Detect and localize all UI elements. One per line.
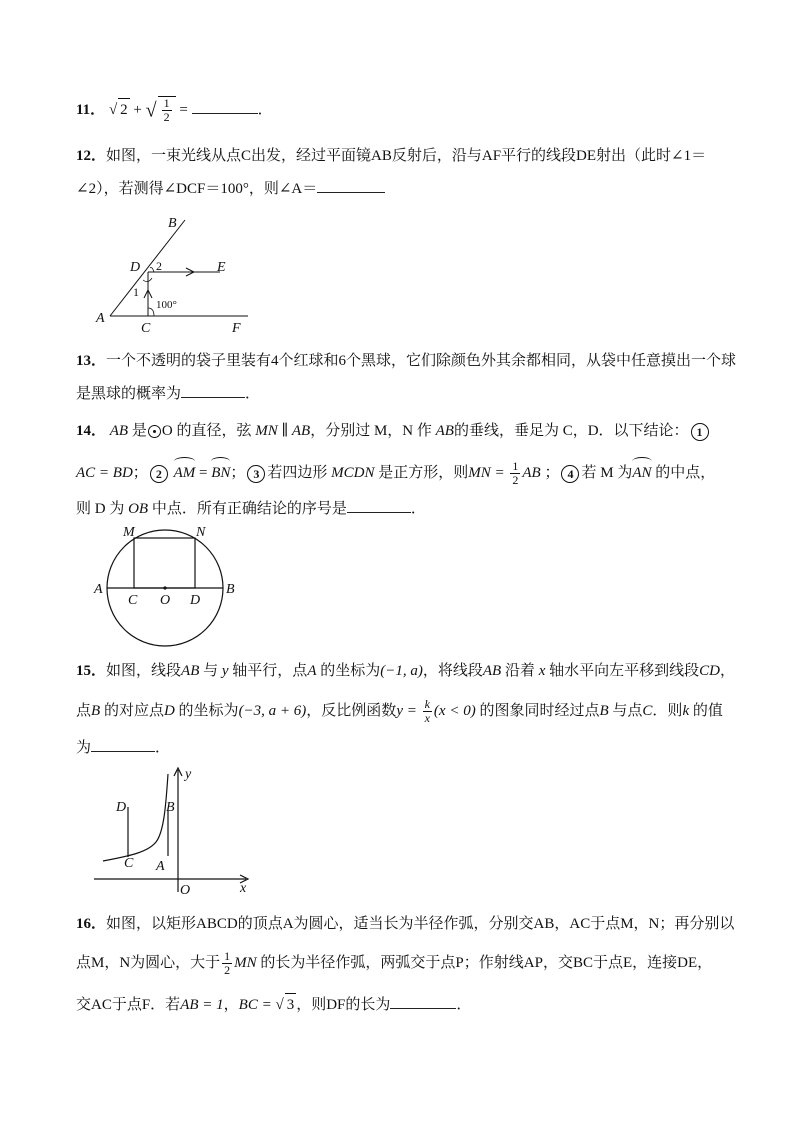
question-text: 的坐标为: [316, 663, 381, 679]
circle-dot-symbol: [148, 425, 161, 438]
math-AB: AB: [181, 663, 200, 679]
question-text: 的值: [689, 702, 723, 719]
question-text: 则 D 为: [76, 501, 129, 517]
question-text: 轴平行，点: [228, 663, 308, 679]
math-AB: AB: [109, 423, 129, 439]
label-D: D: [116, 800, 127, 815]
question-11: [76, 96, 273, 124]
question-text: 的对应点: [100, 702, 164, 719]
answer-blank: [390, 992, 456, 1009]
label-A: A: [156, 859, 165, 874]
figure-mirror-reflection: [90, 210, 260, 335]
label-B: B: [226, 582, 235, 597]
question-text: 轴水平向左平移到线段: [545, 663, 700, 679]
period: ．: [155, 740, 171, 756]
math-BC-eq: BC =: [238, 997, 276, 1013]
arc-BN: BN: [211, 459, 230, 484]
label-N: N: [196, 525, 206, 540]
math-AB: AB: [435, 423, 454, 439]
question-15-line-2: [76, 698, 723, 725]
label-y: y: [185, 767, 192, 782]
radicand: 2: [118, 98, 130, 121]
numerator: 1: [163, 96, 170, 110]
label-B: B: [166, 800, 175, 815]
arc-AM: AM: [174, 459, 196, 484]
label-B: B: [168, 216, 177, 231]
question-text: ，分别过 M，N 作: [310, 423, 432, 439]
question-15-line-3: [76, 735, 170, 759]
question-14-line-1: [76, 420, 711, 442]
question-text: ，: [223, 997, 239, 1013]
question-12-line-1: [76, 145, 706, 167]
label-D: D: [130, 260, 141, 275]
denominator: 2: [224, 963, 231, 977]
question-text: ，则DF的长为: [296, 997, 391, 1013]
answer-blank: [192, 97, 258, 114]
question-number: 13．: [76, 353, 107, 369]
label-C: C: [128, 593, 138, 608]
numerator: 1: [512, 459, 519, 474]
hyperbola-curve: [103, 774, 168, 861]
question-text: 为: [76, 740, 92, 756]
question-13-line-1: [76, 350, 736, 372]
question-text: 的长为半径作弧，两弧交于点P；作射线AP，交BC于点E，连接DE，: [256, 954, 713, 971]
question-text: ，将线段: [422, 663, 483, 679]
label-D: D: [190, 593, 201, 608]
coordinate-A: (−1, a): [380, 663, 423, 679]
equals-sign: =: [179, 101, 188, 118]
domain-condition: (x < 0): [433, 702, 476, 719]
circled-number-2: 2: [150, 465, 168, 483]
denominator: 2: [163, 110, 170, 124]
math-MN-eq: MN =: [468, 465, 509, 481]
math-B: B: [91, 702, 101, 719]
question-text: 是黑球的概率为: [76, 386, 182, 402]
math-AB-eq-1: AB = 1: [180, 997, 224, 1013]
label-A: A: [96, 311, 105, 326]
math-CD: CD: [699, 663, 721, 679]
question-14-line-2: [76, 459, 715, 487]
question-text: 点M，N为圆心，大于: [76, 954, 221, 971]
question-15-line-1: [76, 660, 735, 682]
angle-arc-2: [150, 268, 154, 273]
question-text: 中点．所有正确结论的序号是: [148, 501, 347, 517]
sqrt-symbol: √: [275, 997, 284, 1013]
question-number: 11．: [76, 101, 106, 118]
period: ．: [245, 386, 261, 402]
question-text: 的坐标为: [174, 702, 239, 719]
label-2: 2: [156, 259, 162, 273]
question-number: 16．: [76, 916, 107, 932]
question-number: 12．: [76, 148, 107, 164]
numerator: k: [424, 697, 430, 711]
question-text: 沿着: [501, 663, 539, 679]
denominator: 2: [512, 473, 519, 488]
math-MN-parallel-AB: MN ∥ AB: [255, 423, 311, 439]
math-MN: MN: [234, 954, 257, 971]
math-OB: OB: [128, 501, 149, 517]
label-O: O: [160, 593, 171, 608]
denominator: x: [424, 711, 430, 725]
question-number: 14．: [76, 423, 107, 439]
math-k: k: [682, 702, 690, 719]
circled-number-3: 3: [247, 465, 265, 483]
separator: ；: [544, 465, 560, 481]
question-number: 15．: [76, 663, 107, 679]
question-text: ．则: [652, 702, 683, 719]
equals-sign: =: [195, 465, 212, 481]
label-1: 1: [133, 285, 139, 299]
question-text: 与点: [608, 702, 643, 719]
question-text: 是: [128, 423, 147, 439]
answer-blank: [181, 381, 245, 398]
question-text: 与: [199, 663, 222, 679]
label-A: A: [94, 582, 103, 597]
answer-blank: [347, 496, 411, 513]
sqrt-symbol: √: [145, 99, 157, 122]
separator: ；: [230, 465, 246, 481]
math-AB: AB: [522, 465, 541, 481]
label-O: O: [180, 883, 191, 898]
radicand: 3: [285, 993, 297, 1016]
circled-number-1: 1: [691, 423, 709, 441]
math-MCDN: MCDN: [331, 465, 375, 481]
label-x: x: [240, 881, 247, 896]
square-MCDN: [134, 538, 195, 588]
period: ．: [410, 501, 426, 517]
label-C: C: [124, 856, 134, 871]
question-text: 的中点，: [651, 465, 716, 481]
question-16-line-1: [76, 913, 734, 935]
label-E: E: [217, 260, 226, 275]
question-text: 一个不透明的袋子里装有4个红球和6个黑球，它们除颜色外其余都相同，从袋中任意摸出一个球: [106, 353, 737, 369]
numerator: 1: [224, 949, 231, 963]
answer-blank: [91, 735, 155, 752]
question-text: 如图，以矩形ABCD的顶点A为圆心，适当长为半径作弧，分别交AB，AC于点M，N；再分别以: [106, 916, 735, 932]
answer-blank: [317, 176, 385, 193]
plus-sign: +: [133, 101, 142, 118]
period: ．: [456, 997, 472, 1013]
label-M: M: [123, 525, 135, 540]
question-text: O 的直径，弦: [161, 423, 252, 439]
separator: ；: [132, 465, 148, 481]
question-text: ∠2），若测得∠DCF＝100°，则∠A＝: [76, 181, 318, 197]
question-16-line-2: [76, 950, 712, 977]
center-point-O: [163, 586, 166, 589]
math-C: C: [642, 702, 653, 719]
math-A: A: [307, 663, 317, 679]
question-12-line-2: [76, 176, 385, 200]
question-text: 点: [76, 702, 92, 719]
question-text: 若四边形: [267, 465, 328, 481]
question-text: 交AC于点F．若: [76, 997, 181, 1013]
figure-circle-square: [90, 520, 250, 648]
circled-number-4: 4: [561, 465, 579, 483]
arc-AN: AN: [632, 459, 651, 484]
question-text: 如图，一束光线从点C出发，经过平面镜AB反射后，沿与AF平行的线段DE射出（此时∠1＝: [106, 148, 707, 164]
math-D: D: [163, 702, 175, 719]
question-text: 若 M 为: [581, 465, 633, 481]
math-y: y: [221, 663, 229, 679]
math-AB: AB: [482, 663, 502, 679]
math-x: x: [538, 663, 546, 679]
question-text: 的垂线，垂足为 C，D．以下结论：: [453, 423, 689, 439]
question-text: 如图，线段: [106, 663, 182, 679]
figure-inverse-function: [90, 764, 260, 898]
question-14-line-3: [76, 496, 426, 520]
math-AC-eq-BD: AC = BD: [76, 465, 133, 481]
label-100deg: 100°: [156, 299, 177, 311]
math-y-eq: y =: [396, 702, 421, 719]
question-16-line-3: [76, 992, 471, 1016]
label-F: F: [232, 321, 241, 335]
coordinate-D: (−3, a + 6): [238, 702, 307, 719]
question-text: 的图象同时经过点: [475, 702, 600, 719]
math-B: B: [599, 702, 609, 719]
sqrt-symbol: √: [108, 101, 118, 118]
period: ．: [257, 101, 273, 118]
label-C: C: [141, 321, 151, 335]
angle-arc-100: [148, 308, 154, 316]
question-text: 是正方形，则: [374, 465, 469, 481]
question-text: ，反比例函数: [306, 702, 397, 719]
question-text: ，: [720, 663, 736, 679]
question-13-line-2: [76, 381, 260, 405]
radicand-fraction: [158, 96, 176, 124]
